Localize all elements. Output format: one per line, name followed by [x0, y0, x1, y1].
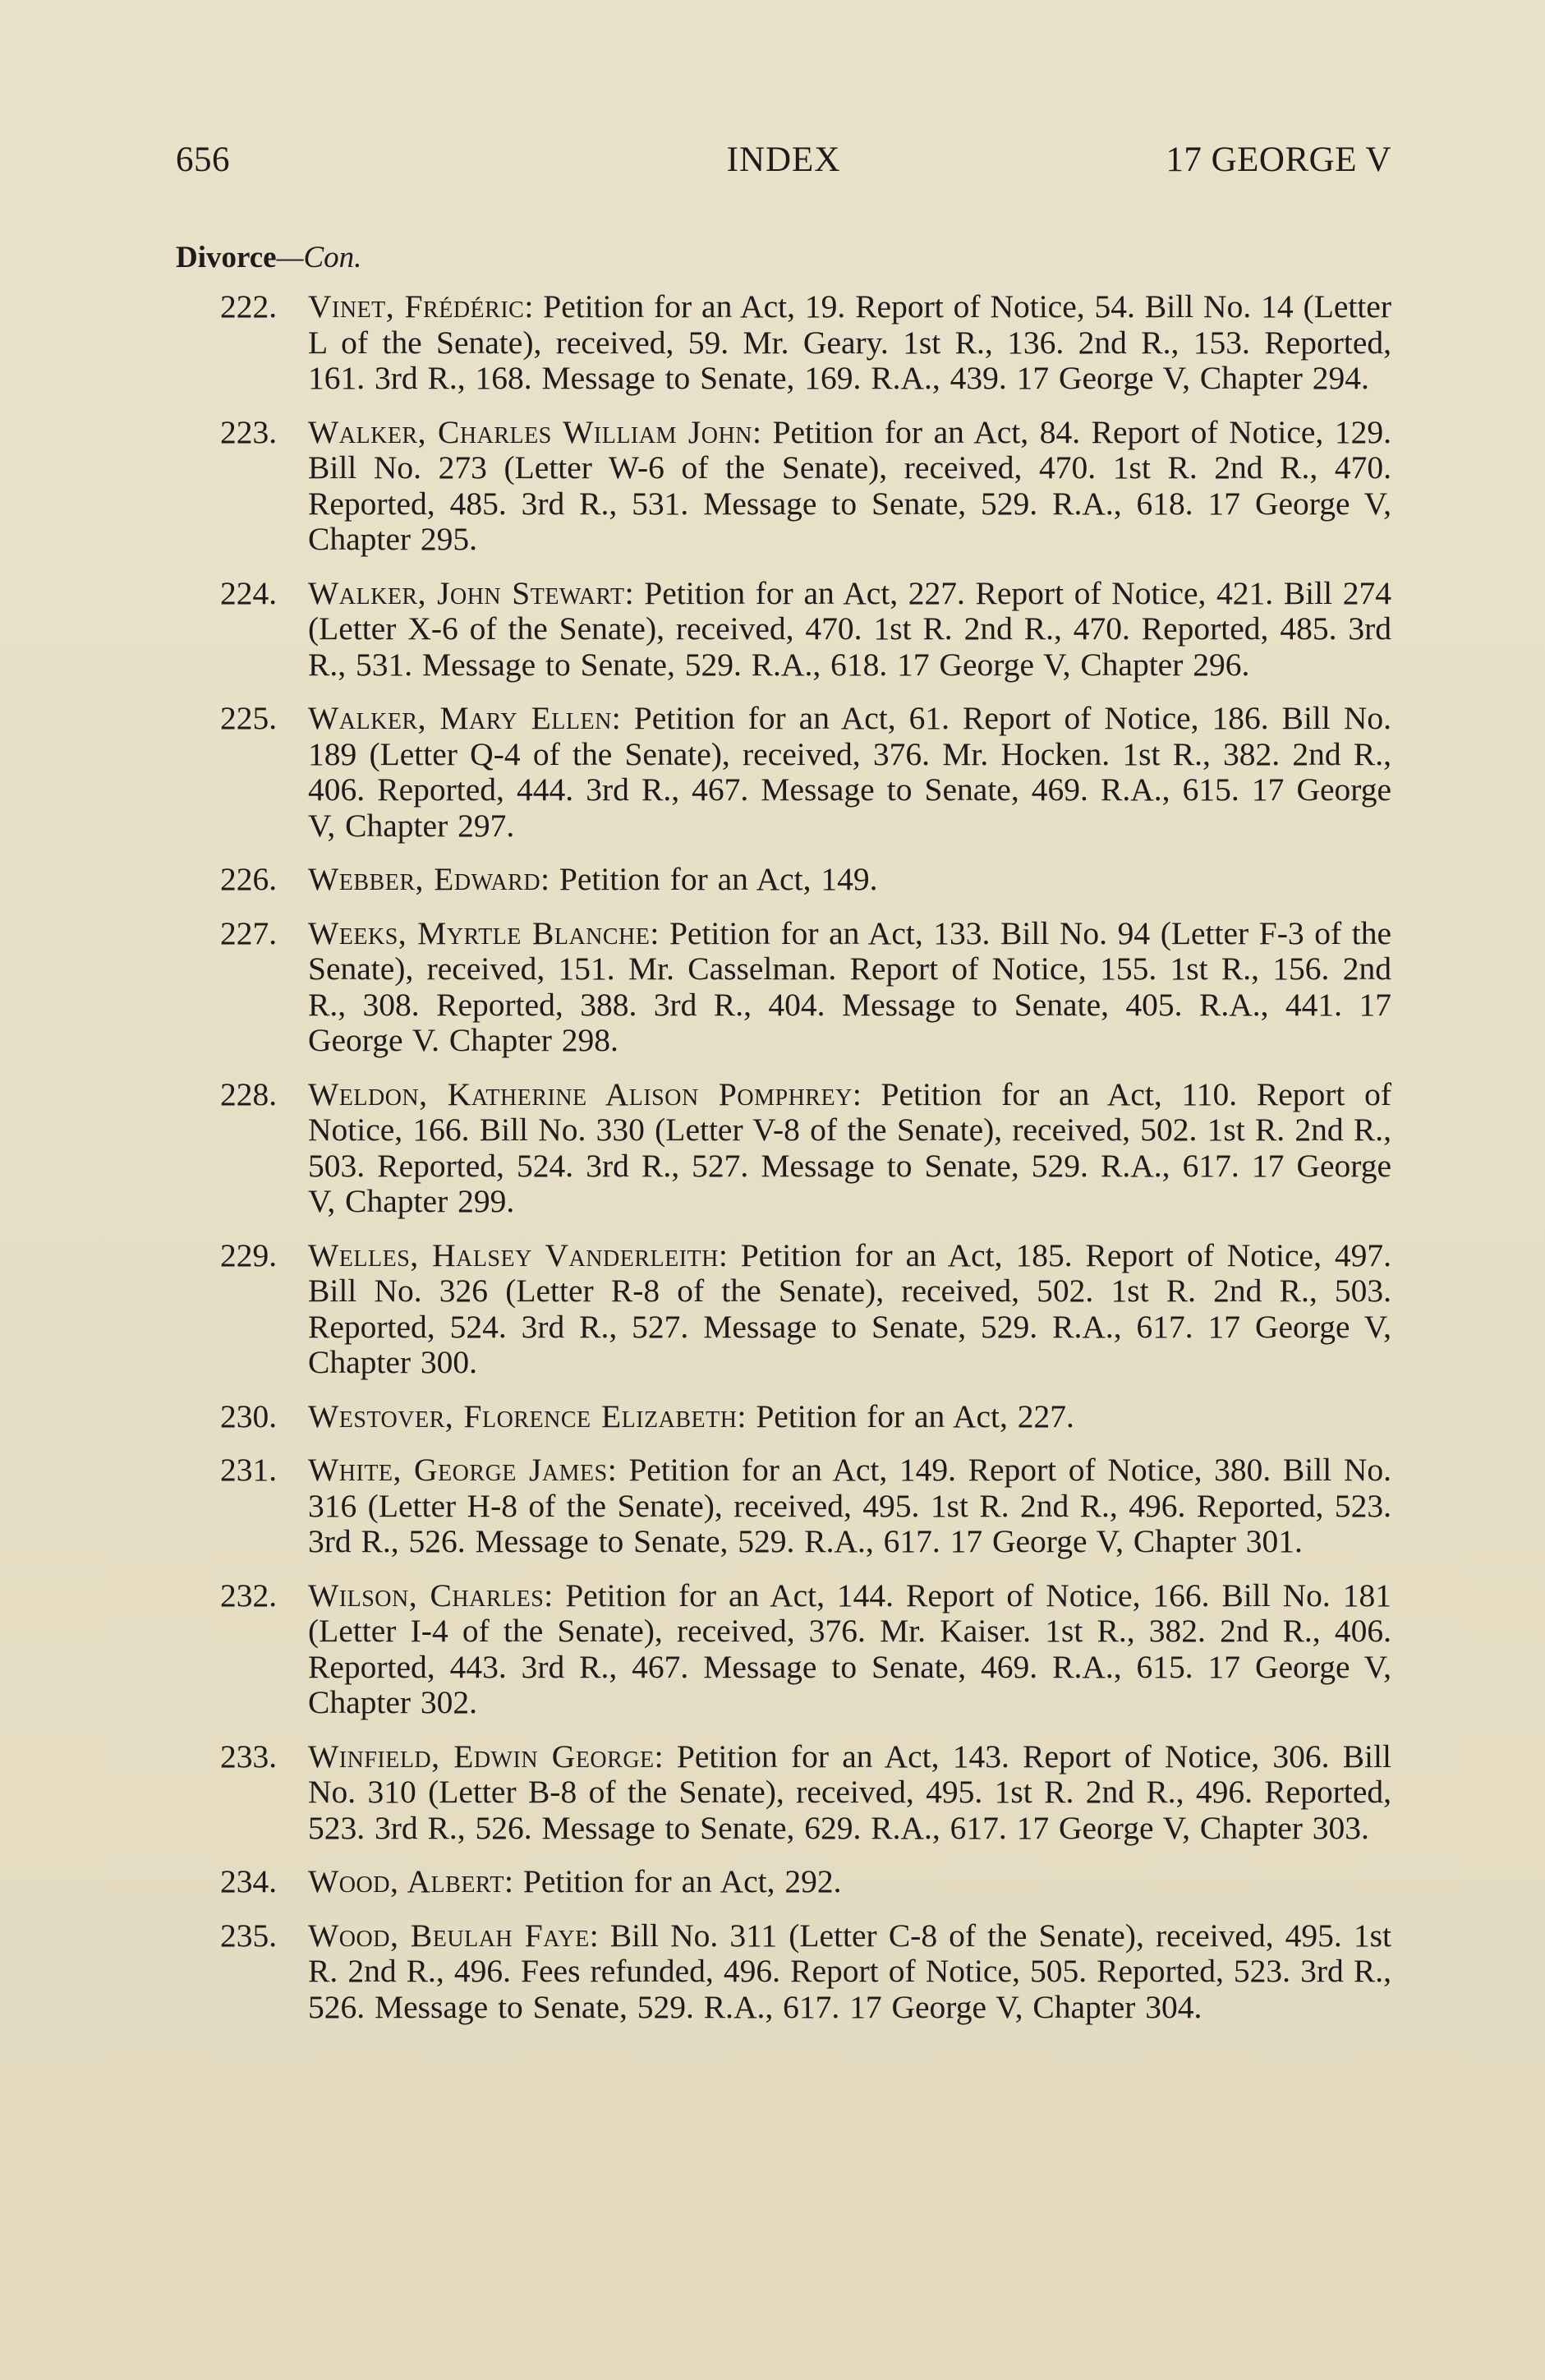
index-entry [214, 289, 1391, 397]
index-entry [214, 1864, 1391, 1900]
entry-number: 226. [220, 861, 278, 897]
index-entries [214, 289, 1391, 2043]
entry-text: : Petition for an Act, 19. Report of Notice, 54. Bill No. 14 (Letter L of the Senate), received, 59. Mr. Geary. 1st R., 136. 2nd R., 153. Reported, 161. 3rd R., 168. Message to Senate, 169. R.A., 439. 17 George V, Chapter 294. [308, 288, 1391, 396]
entry-name: Weeks, Myrtle Blanche [308, 914, 651, 951]
entry-number: 222. [220, 288, 278, 325]
entry-number: 225. [220, 700, 278, 736]
index-entry [214, 1578, 1391, 1721]
index-entry [214, 1077, 1391, 1220]
index-entry [214, 1739, 1391, 1847]
entry-name: Walker, Charles William John [308, 413, 752, 450]
entry-text: : Petition for an Act, 149. [540, 861, 878, 897]
entry-number: 230. [220, 1397, 278, 1434]
index-entry [214, 1399, 1391, 1435]
entry-text: : Petition for an Act, 110. Report of Notice, 166. Bill No. 330 (Letter V-8 of the Senate), received, 502. 1st R. 2nd R., 503. Reported, 524. 3rd R., 527. Message to Senate, 529. R.A., 617. 17 George V, Chapter 299. [308, 1075, 1391, 1219]
entry-name: Wood, Albert [308, 1863, 505, 1899]
entry-number: 233. [220, 1738, 278, 1775]
entry-name: Winfield, Edwin George [308, 1738, 655, 1775]
entry-text: : Bill No. 311 (Letter C-8 of the Senate), received, 495. 1st R. 2nd R., 496. Fees refunded, 496. Report of Notice, 505. Reported, 523. 3rd R., 526. Message to Senate, 529. R.A., 617. 17 George V, Chapter 304. [308, 1917, 1391, 2025]
entry-text: : Petition for an Act, 144. Report of Notice, 166. Bill No. 181 (Letter I-4 of the Senate), received, 376. Mr. Kaiser. 1st R., 382. 2nd R., 406. Reported, 443. 3rd R., 467. Message to Senate, 469. R.A., 615. 17 George V, Chapter 302. [308, 1577, 1391, 1720]
index-entry [214, 1238, 1391, 1381]
index-entry [214, 576, 1391, 684]
page-title: INDEX [726, 140, 841, 179]
index-entry [214, 1452, 1391, 1560]
entry-number: 232. [220, 1577, 278, 1614]
entry-number: 224. [220, 574, 278, 611]
page-number: 656 [176, 140, 230, 179]
entry-name: Welles, Halsey Vanderleith [308, 1236, 719, 1273]
entry-name: White, George James [308, 1452, 608, 1488]
index-entry [214, 415, 1391, 558]
entry-text: : Petition for an Act, 61. Report of Notice, 186. Bill No. 189 (Letter Q-4 of the Senate), received, 376. Mr. Hocken. 1st R., 382. 2nd R., 406. Reported, 444. 3rd R., 467. Message to Senate, 469. R.A., 615. 17 George V, Chapter 297. [308, 700, 1391, 844]
entry-text: : Petition for an Act, 227. Report of Notice, 421. Bill 274 (Letter X-6 of the Senate), received, 470. 1st R. 2nd R., 470. Reported, 485. 3rd R., 531. Message to Senate, 529. R.A., 618. 17 George V, Chapter 296. [308, 574, 1391, 683]
entry-name: Walker, John Stewart [308, 574, 625, 611]
entry-name: Wilson, Charles [308, 1577, 545, 1614]
entry-number: 229. [220, 1236, 278, 1273]
regnal-year: 17 GEORGE V [1166, 140, 1391, 179]
entry-number: 227. [220, 914, 278, 951]
entry-text: : Petition for an Act, 227. [737, 1397, 1074, 1434]
entry-number: 228. [220, 1075, 278, 1112]
section-heading [176, 240, 361, 275]
entry-name: Webber, Edward [308, 861, 541, 897]
entry-text: : Petition for an Act, 143. Report of Notice, 306. Bill No. 310 (Letter B-8 of the Senate), received, 495. 1st R. 2nd R., 496. Reported, 523. 3rd R., 526. Message to Senate, 629. R.A., 617. 17 George V, Chapter 303. [308, 1738, 1391, 1846]
section-continued: —Con. [276, 241, 362, 274]
entry-name: Vinet, Frédéric [308, 288, 525, 325]
index-entry [214, 916, 1391, 1059]
entry-text: : Petition for an Act, 84. Report of Notice, 129. Bill No. 273 (Letter W-6 of the Senate), received, 470. 1st R. 2nd R., 470. Reported, 485. 3rd R., 531. Message to Senate, 529. R.A., 618. 17 George V, Chapter 295. [308, 413, 1391, 557]
entry-name: Walker, Mary Ellen [308, 700, 612, 736]
entry-text: : Petition for an Act, 133. Bill No. 94 (Letter F-3 of the Senate), received, 151. Mr. Casselman. Report of Notice, 155. 1st R., 156. 2nd R., 308. Reported, 388. 3rd R., 404. Message to Senate, 405. R.A., 441. 17 George V. Chapter 298. [308, 914, 1391, 1058]
section-title: Divorce [176, 241, 277, 274]
entry-name: Westover, Florence Elizabeth [308, 1397, 738, 1434]
entry-text: : Petition for an Act, 149. Report of Notice, 380. Bill No. 316 (Letter H-8 of the Senate), received, 495. 1st R. 2nd R., 496. Reported, 523. 3rd R., 526. Message to Senate, 529. R.A., 617. 17 George V, Chapter 301. [308, 1452, 1391, 1559]
running-head [176, 140, 1391, 189]
entry-number: 231. [220, 1452, 278, 1488]
entry-name: Wood, Beulah Faye [308, 1917, 590, 1954]
entry-number: 235. [220, 1917, 278, 1954]
entry-text: : Petition for an Act, 185. Report of Notice, 497. Bill No. 326 (Letter R-8 of the Senate), received, 502. 1st R. 2nd R., 503. Reported, 524. 3rd R., 527. Message to Senate, 529. R.A., 617. 17 George V, Chapter 300. [308, 1236, 1391, 1380]
entry-name: Weldon, Katherine Alison Pomphrey [308, 1075, 853, 1112]
index-entry [214, 862, 1391, 898]
index-entry [214, 701, 1391, 844]
entry-number: 223. [220, 413, 278, 450]
index-entry [214, 1918, 1391, 2026]
entry-number: 234. [220, 1863, 278, 1899]
entry-text: : Petition for an Act, 292. [504, 1863, 842, 1899]
